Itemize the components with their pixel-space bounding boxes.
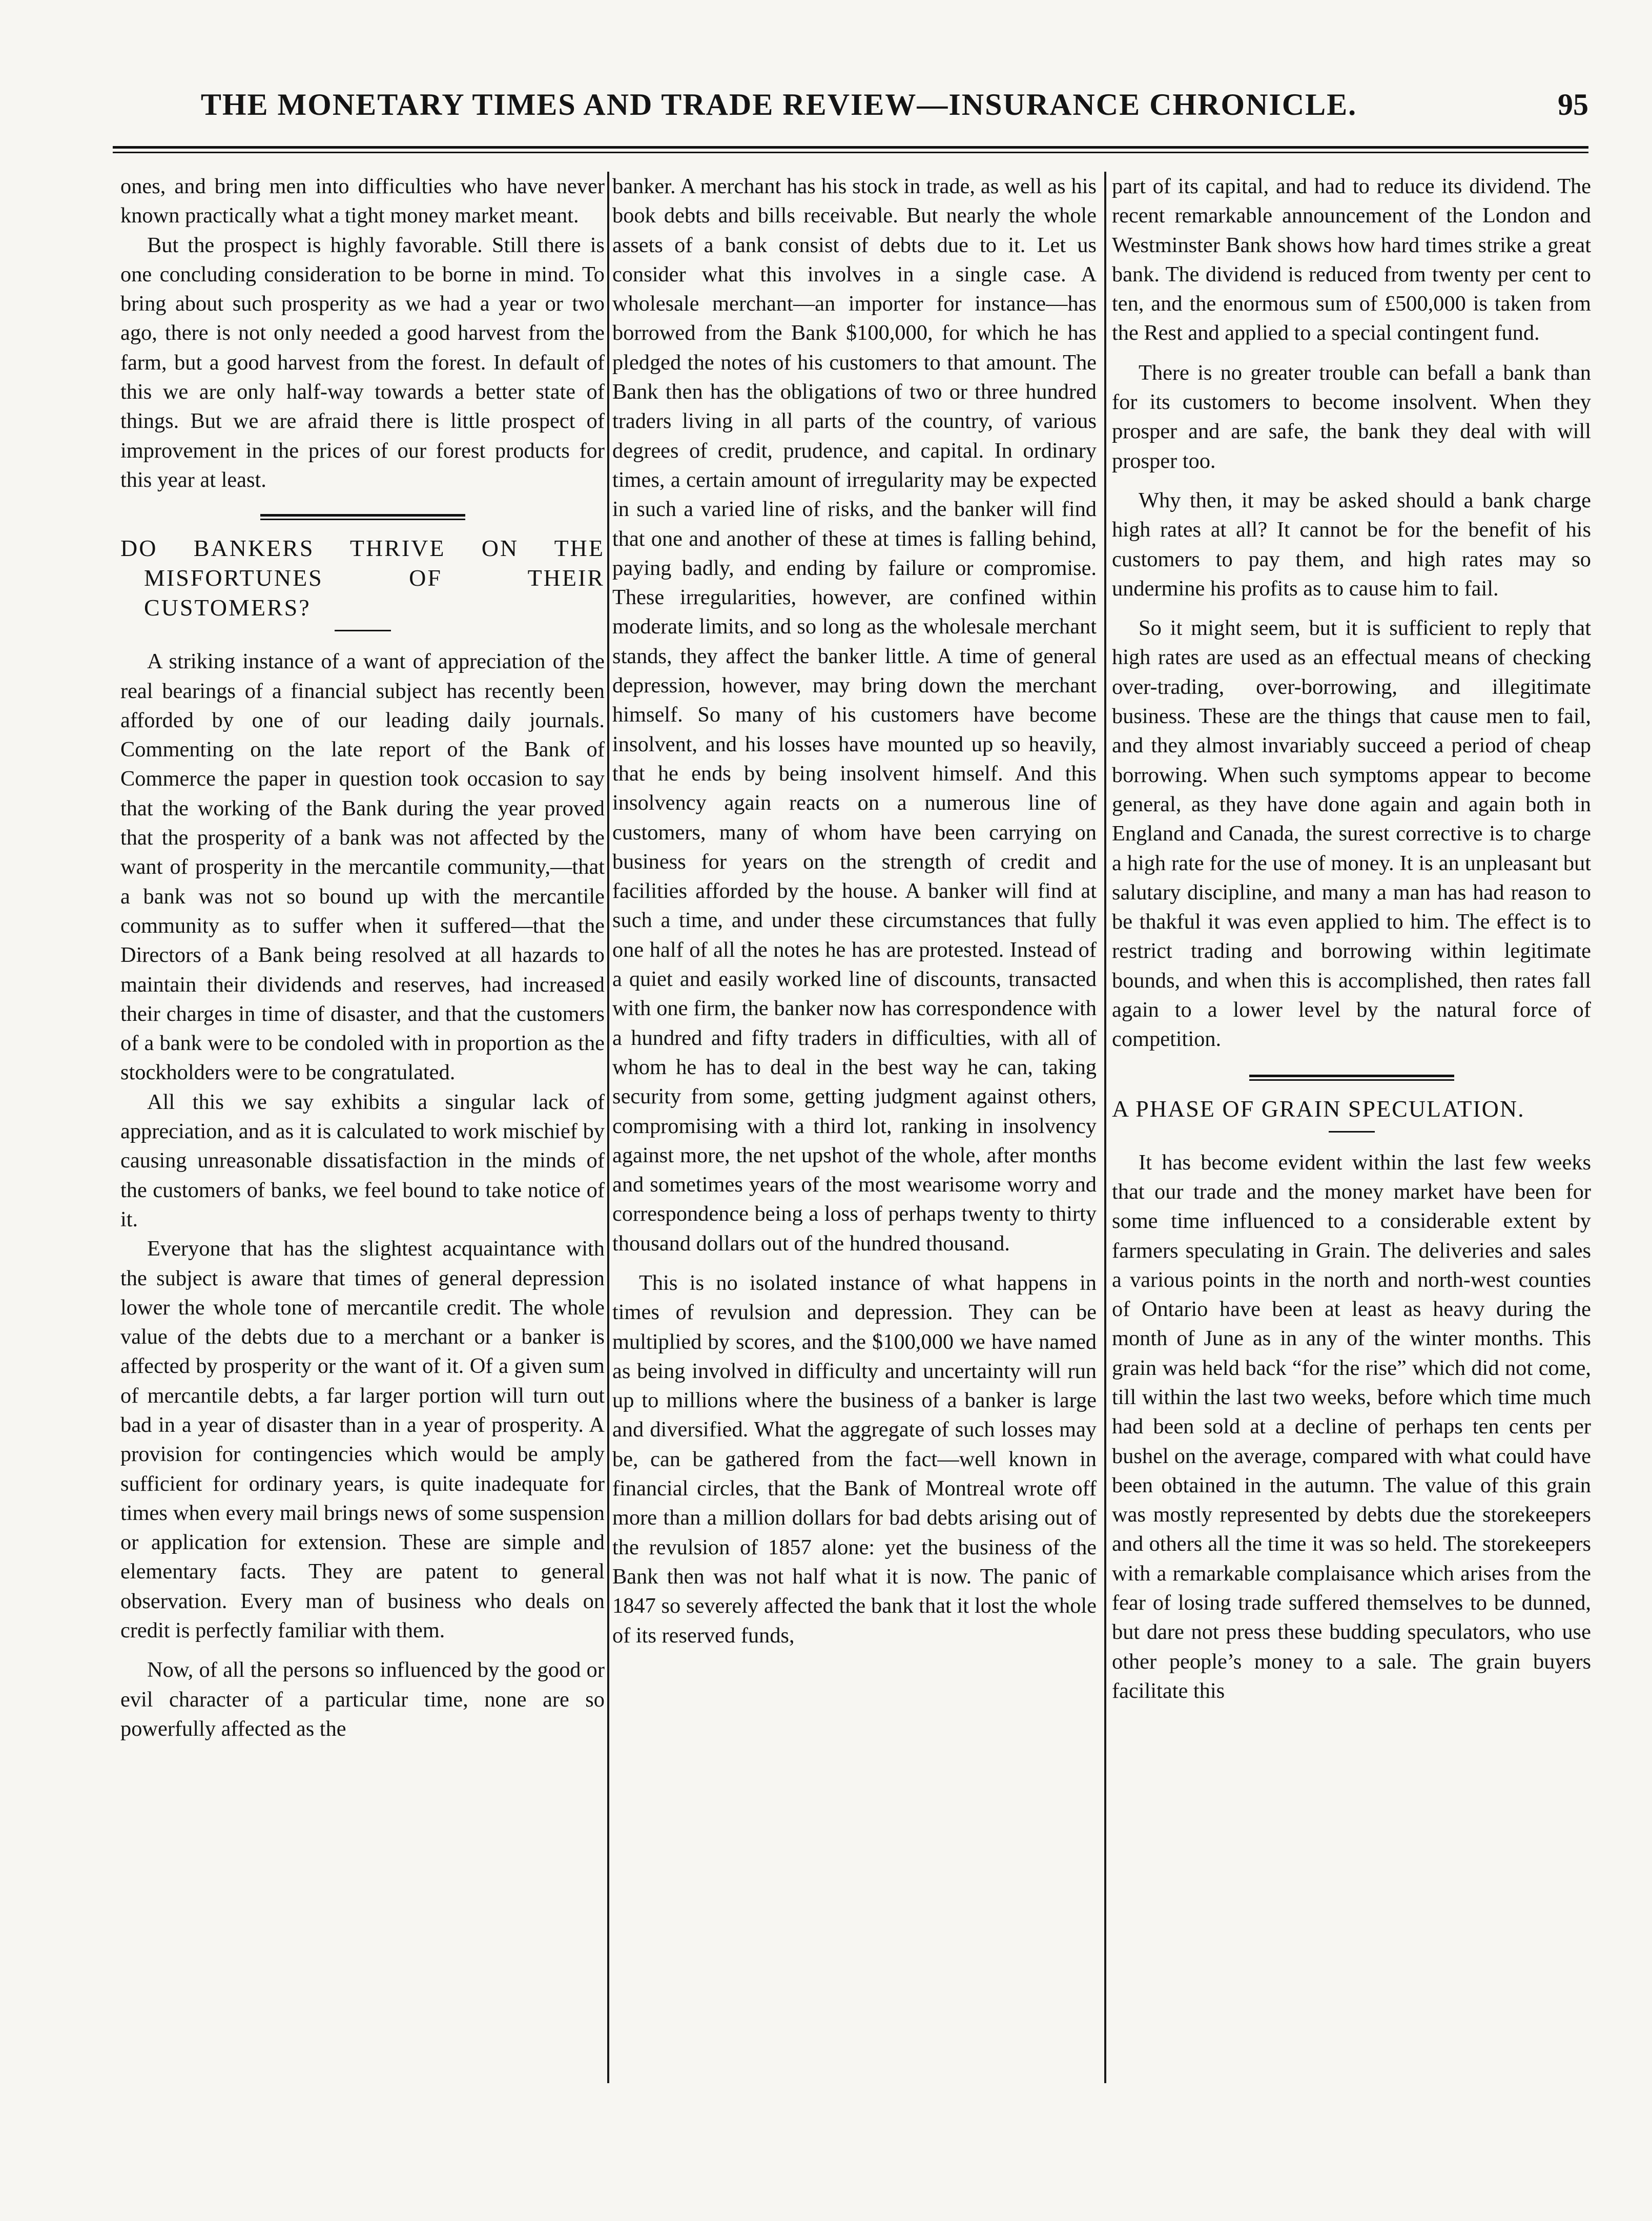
column-divider bbox=[1104, 172, 1106, 2083]
paragraph: All this we say exhibits a singular lack of appreciation, and as it is calculated to work mischief by causing unreasonable dissatisfaction in the minds of the customers of banks, we feel bound to take notice of it. bbox=[120, 1089, 605, 1231]
paragraph: There is no greater trouble can befall a bank than for its customers to become insolvent. When they prosper and are safe, the bank they deal with will prosper too. bbox=[1112, 360, 1591, 473]
paragraph: It has become evident within the last few weeks that our trade and the money market have been for some time influenced to a considerable extent by farmers speculating in Grain. The deliveries and sales a various points in the north and north-west counties of Ontario have been at least as heavy during the month of June as in any of the winter months. This grain was held back “for the rise” which did not come, till within the last two weeks, before which time much had been sold at a decline of perhaps ten cents per bushel on the average, compared with what could have been obtained in the autumn. The value of this grain was mostly represented by debts due the storekeepers and others all the time it was so held. The storekeepers with a remarkable complaisance which arises from the fear of losing trade suffered themselves to be dunned, but dare not press these budding speculators, who use other people’s money to a sale. The grain buyers facilitate this bbox=[1112, 1150, 1591, 1703]
paragraph: ones, and bring men into difficulties who have never known practically what a tight money market meant. bbox=[120, 174, 605, 228]
paragraph: part of its capital, and had to reduce its dividend. The recent remarkable announcement of the London and Westminster Bank shows how hard times strike a great bank. The dividend is reduced from twenty per cent to ten, and the enormous sum of £500,000 is taken from the Rest and applied to a special contingent fund. bbox=[1112, 174, 1591, 345]
paragraph: This is no isolated instance of what happens in times of revulsion and depression. They can be multiplied by scores, and the $100,000 we have named as being involved in difficulty and uncertainty will run up to millions where the business of a banker is large and diversified. What the aggregate of such losses may be, can be gathered from the fact—well known in financial circles, that the Bank of Montreal wrote off more than a million dollars for bad debts arising out of the revulsion of 1857 alone: yet the business of the Bank then was not half what it is now. The panic of 1847 so severely affected the bank that it lost the whole of its reserved funds, bbox=[612, 1270, 1097, 1648]
column-divider bbox=[607, 172, 609, 2083]
page-number: 95 bbox=[1558, 88, 1588, 121]
paragraph: banker. A merchant has his stock in trade, as well as his book debts and bills receivable. But nearly the whole assets of a bank consist of debts due to it. Let us consider what this involves in a single case. A wholesale merchant—an importer for instance—has borrowed from the Bank $100,000, for which he has pledged the notes of his customers to that amount. The Bank then has the obligations of two or three hundred traders living in all parts of the country, of various degrees of credit, prudence, and capital. In ordinary times, a certain amount of irregularity may be expected in such a varied line of risks, and the banker will find that one and another of these at times is falling behind, paying badly, and ending by failure or compromise. These irregularities, however, are confined within moderate limits, and so long as the wholesale merchant stands, they affect the banker little. A time of general depression, however, may bring down the merchant himself. So many of his customers have become insolvent, and his losses have mounted up so heavily, that he ends by being insolvent himself. And this insolvency again reacts on a numerous line of customers, many of whom have been carrying on business for years on the strength of credit and facilities afforded by the house. A banker will find at such a time, and under these circumstances that fully one half of all the notes he has are protested. Instead of a quiet and easily worked line of discounts, transacted with one firm, the banker now has correspondence with a hundred and fifty traders in difficulties, with all of whom he has to deal in the best way he can, taking security from some, getting judgment against others, compromising with a third lot, ranking in insolvency against more, the net upshot of the whole, after months and sometimes years of the most wearisome worry and correspondence being a loss of perhaps twenty to thirty thousand dollars out of the hundred thousand. bbox=[612, 174, 1097, 1256]
section-divider bbox=[1249, 1075, 1454, 1081]
paragraph: Now, of all the persons so influenced by the good or evil character of a particular time, none are so powerfully affected as the bbox=[120, 1658, 605, 1741]
section-divider bbox=[260, 514, 465, 520]
paragraph: Everyone that has the slightest acquaintance with the subject is aware that times of general depression lower the whole tone of mercantile credit. The whole value of the debts due to a merchant or a banker is affected by prosperity or the want of it. Of a given sum of mercantile debts, a far larger portion will turn out bad in a year of disaster than in a year of prosperity. A provision for contingencies which would be amply sufficient for ordinary years, is quite inadequate for times when every mail brings news of some suspension or application for extension. These are simple and elementary facts. They are patent to general observation. Every man of business who deals on credit is perfectly familiar with them. bbox=[120, 1237, 605, 1643]
running-head: THE MONETARY TIMES AND TRADE REVIEW—INSURANCE CHRONICLE. bbox=[200, 88, 1357, 121]
column-3 bbox=[1112, 172, 1591, 1705]
column-2 bbox=[612, 172, 1097, 1650]
header-double-rule bbox=[113, 146, 1588, 153]
paragraph: So it might seem, but it is sufficient to reply that high rates are used as an effectual means of checking over-trading, over-borrowing, and illegitimate business. These are the things that cause men to fail, and they almost invariably succeed a period of cheap borrowing. When such symptoms appear to become general, as they have done again and again both in England and Canada, the surest corrective is to charge a high rate for the use of money. It is an unpleasant but salutary discipline, and many a man has had reason to be thakful it was even applied to him. The effect is to restrict trading and borrowing within legitimate bounds, and when this is accomplished, then rates fall again to a lower level by the natural force of competition. bbox=[1112, 616, 1591, 1052]
paragraph: Why then, it may be asked should a bank charge high rates at all? It cannot be for the benefit of his customers to pay them, and high rates may so undermine his profits as to cause him to fail. bbox=[1112, 488, 1591, 601]
page-header bbox=[113, 87, 1588, 138]
column-1 bbox=[120, 172, 605, 1743]
paragraph: A striking instance of a want of appreciation of the real bearings of a financial subject has recently been afforded by one of our leading daily journals. Commenting on the late report of the Bank of Commerce the paper in question took occasion to say that the working of the Bank during the year proved that the prosperity of a bank was not affected by the want of prosperity in the mercantile community,—that a bank was not so bound up with the mercantile community as to suffer when it suffered—that the Directors of a Bank being resolved at all hazards to maintain their dividends and reserves, had increased their charges in time of disaster, and that the customers of a bank were to be condoled with in proportion as the stockholders were to be congratulated. bbox=[120, 649, 605, 1085]
headline-rule bbox=[1329, 1131, 1375, 1133]
article-headline: DO BANKERS THRIVE ON THE MISFORTUNES OF THEIR CUSTOMERS? bbox=[120, 535, 605, 621]
article-headline: A PHASE OF GRAIN SPECULATION. bbox=[1112, 1095, 1525, 1122]
headline-rule bbox=[335, 630, 391, 631]
paragraph: But the prospect is highly favorable. Still there is one concluding consideration to be borne in mind. To bring about such prosperity as we had a year or two ago, there is not only needed a good harvest from the farm, but a good harvest from the forest. In default of this we are only half-way towards a better state of things. But we are afraid there is little prospect of improvement in the prices of our forest products for this year at least. bbox=[120, 233, 605, 492]
